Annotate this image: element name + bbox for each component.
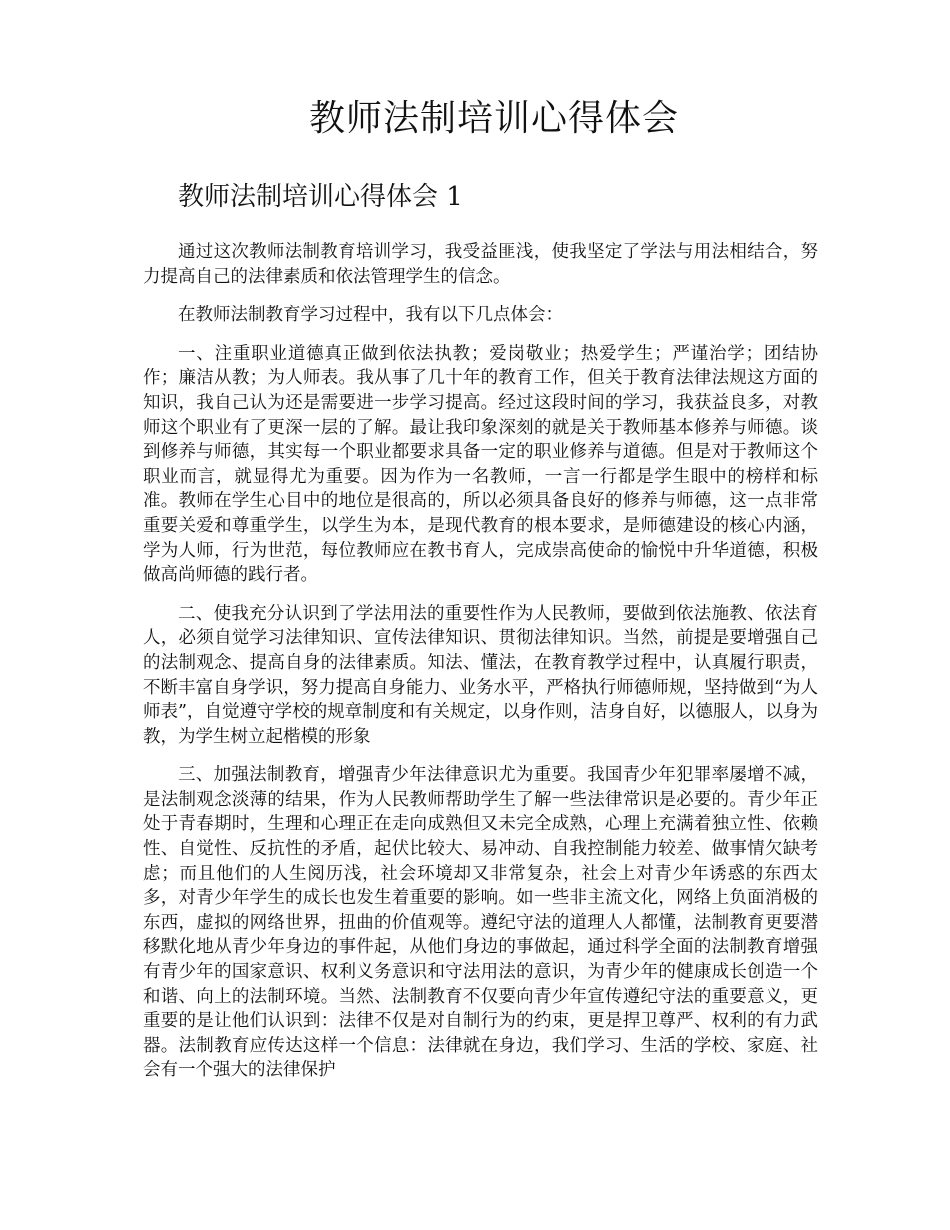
section-heading: 教师法制培训心得体会 1	[178, 182, 463, 212]
document-title: 教师法制培训心得体会	[308, 98, 679, 139]
paragraph-points-intro: 在教师法制教育学习过程中，我有以下几点体会：	[178, 305, 563, 326]
paragraph-intro: 通过这次教师法制教育培训学习，我受益匪浅，使我坚定了学法与用法相结合，努力提高自己的法律素质和依法管理学生的信念。	[143, 242, 818, 287]
paragraph-point-one: 一、注重职业道德真正做到依法执教；爱岗敬业；热爱学生；严谨治学；团结协作；廉洁从教；为人师表。我从事了几十年的教育工作，但关于教育法律法规这方面的知识，我自己认为还是需要进一步学习提高。经过这段时间的学习，我获益良多，对教师这个职业有了更深一层的了解。最让我印象深刻的就是关于教师基本修养与师德。谈到修养与师德，其实每一个职业都要求具备一定的职业修养与道德。但是对于教师这个职业而言，就显得尤为重要。因为作为一名教师，一言一行都是学生眼中的榜样和标准。教师在学生心目中的地位是很高的，所以必须具备良好的修养与师德，这一点非常重要关爱和尊重学生，以学生为本，是现代教育的根本要求，是师德建设的核心内涵，学为人师，行为世范，每位教师应在教书育人，完成崇高使命的愉悦中升华道德，积极做高尚师德的践行者。	[143, 343, 818, 586]
document-body	[143, 240, 818, 1097]
paragraph-point-two: 二、使我充分认识到了学法用法的重要性作为人民教师，要做到依法施教、依法育人，必须自觉学习法律知识、宣传法律知识、贯彻法律知识。当然，前提是要增强自己的法制观念、提高自身的法律素质。知法、懂法，在教育教学过程中，认真履行职责，不断丰富自身学识，努力提高自身能力、业务水平，严格执行师德师规，坚持做到“为人师表”，自觉遵守学校的规章制度和有关规定，以身作则，洁身自好，以德服人，以身为教，为学生树立起楷模的形象	[143, 603, 818, 747]
paragraph-point-three: 三、加强法制教育，增强青少年法律意识尤为重要。我国青少年犯罪率屡增不减，是法制观念淡薄的结果，作为人民教师帮助学生了解一些法律常识是必要的。青少年正处于青春期时，生理和心理正在走向成熟但又未完全成熟，心理上充满着独立性、依赖性、自觉性、反抗性的矛盾，起伏比较大、易冲动、自我控制能力较差、做事情欠缺考虑；而且他们的人生阅历浅，社会环境却又非常复杂，社会上对青少年诱惑的东西太多，对青少年学生的成长也发生着重要的影响。如一些非主流文化，网络上负面消极的东西，虚拟的网络世界，扭曲的价值观等。遵纪守法的道理人人都懂，法制教育更要潜移默化地从青少年身边的事件起，从他们身边的事做起，通过科学全面的法制教育增强有青少年的国家意识、权利义务意识和守法用法的意识，为青少年的健康成长创造一个和谐、向上的法制环境。当然、法制教育不仅要向青少年宣传遵纪守法的重要意义，更重要的是让他们认识到：法律不仅是对自制行为的约束，更是捍卫尊严、权利的有力武器。法制教育应传达这样一个信息：法律就在身边，我们学习、生活的学校、家庭、社会有一个强大的法律保护	[143, 765, 818, 1081]
